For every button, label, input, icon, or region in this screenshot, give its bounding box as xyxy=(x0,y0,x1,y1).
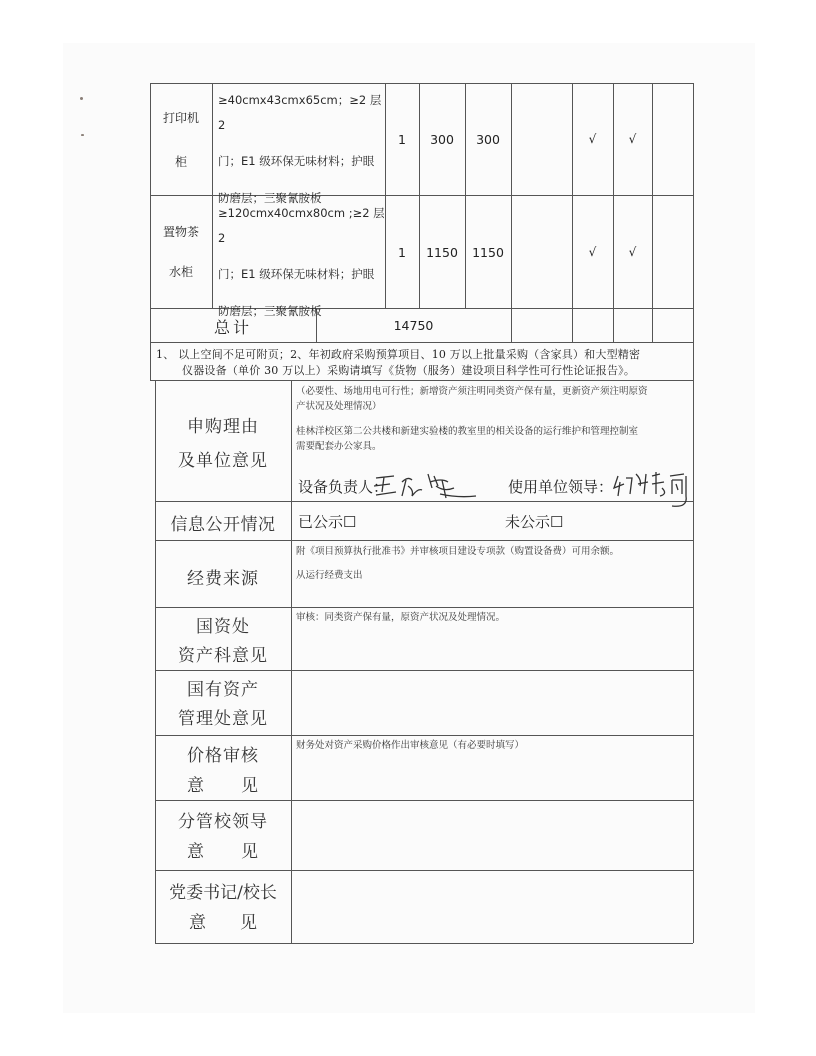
total-label: 总计 xyxy=(213,318,252,337)
checkmark: √ xyxy=(628,132,637,146)
checkmark: √ xyxy=(588,245,597,259)
asset-dept-hint: 审核：同类资产保有量，原资产状况及处理情况。 xyxy=(296,612,506,623)
checkmark: √ xyxy=(628,245,637,259)
item-total: 1150 xyxy=(472,245,504,260)
item-unit-price: 300 xyxy=(430,132,454,147)
funding-label: 经费来源 xyxy=(187,569,259,589)
reason-content: 桂林洋校区第二公共楼和新建实验楼的教室里的相关设备的运行维护和管理控制室 需要配套办公家具。 xyxy=(296,426,639,452)
item-total: 300 xyxy=(476,132,500,147)
item-quantity: 1 xyxy=(398,132,406,147)
item-quantity: 1 xyxy=(398,245,406,260)
signature-unit-leader xyxy=(612,466,692,510)
footnote-line-1: 1、 以上空间不足可附页；2、年初政府采购预算项目、10 万以上批量采购（含家具）和大型精密 xyxy=(156,348,641,361)
footnote-line-2: 仪器设备（单价 30 万以上）采购请填写《货物（服务）建设项目科学性可行性论证报告》。 xyxy=(182,364,636,377)
school-leader-opinion-field[interactable] xyxy=(292,801,692,869)
party-secretary-label: 党委书记/校长 意 见 xyxy=(169,883,277,933)
asset-dept-opinion-field[interactable] xyxy=(292,625,692,669)
item-name: 置物茶 水柜 xyxy=(162,225,199,279)
funding-content[interactable]: 从运行经费支出 xyxy=(296,570,363,581)
item-unit-price: 1150 xyxy=(426,245,458,260)
reason-label: 申购理由 及单位意见 xyxy=(178,417,268,471)
signature-equipment-manager xyxy=(372,468,482,502)
asset-mgmt-opinion-field[interactable] xyxy=(292,671,692,734)
asset-mgmt-label: 国有资产 管理处意见 xyxy=(178,680,268,729)
checkmark: √ xyxy=(588,132,597,146)
disclosure-label: 信息公开情况 xyxy=(170,515,276,535)
total-value: 14750 xyxy=(393,318,434,333)
scan-speck xyxy=(80,97,83,100)
item-name: 打印机 柜 xyxy=(162,111,199,169)
scan-speck xyxy=(81,134,84,136)
item-spec: ≥120cmx40cmx80cm ;≥2 层 2 门；E1 级环保无味材料；护眼 防磨层；三聚氰胺板 xyxy=(218,206,385,318)
item-spec: ≥40cmx43cmx65cm；≥2 层 2 门；E1 级环保无味材料；护眼 防磨层；三聚氰胺板 xyxy=(218,93,382,205)
funding-hint: 附《项目预算执行批准书》并审核项目建设专项款（购置设备费）可用余额。 xyxy=(296,546,620,557)
price-review-label: 价格审核 意 见 xyxy=(187,746,259,796)
unit-leader-label: 使用单位领导： xyxy=(508,478,614,496)
unpublished-checkbox[interactable]: 未公示☐ xyxy=(505,513,564,531)
equipment-manager-label: 设备负责人： xyxy=(298,478,389,496)
asset-dept-label: 国资处 资产科意见 xyxy=(178,617,268,666)
price-review-opinion-field[interactable] xyxy=(292,754,692,799)
school-leader-label: 分管校领导 意 见 xyxy=(178,812,268,862)
party-secretary-opinion-field[interactable] xyxy=(292,871,692,942)
published-checkbox[interactable]: 已公示☐ xyxy=(298,513,357,531)
reason-hint: （必要性、场地用电可行性；新增资产须注明同类资产保有量，更新资产须注明原资 产状况及处理情况） xyxy=(296,386,648,412)
price-review-hint: 财务处对资产采购价格作出审核意见（有必要时填写） xyxy=(296,740,525,751)
